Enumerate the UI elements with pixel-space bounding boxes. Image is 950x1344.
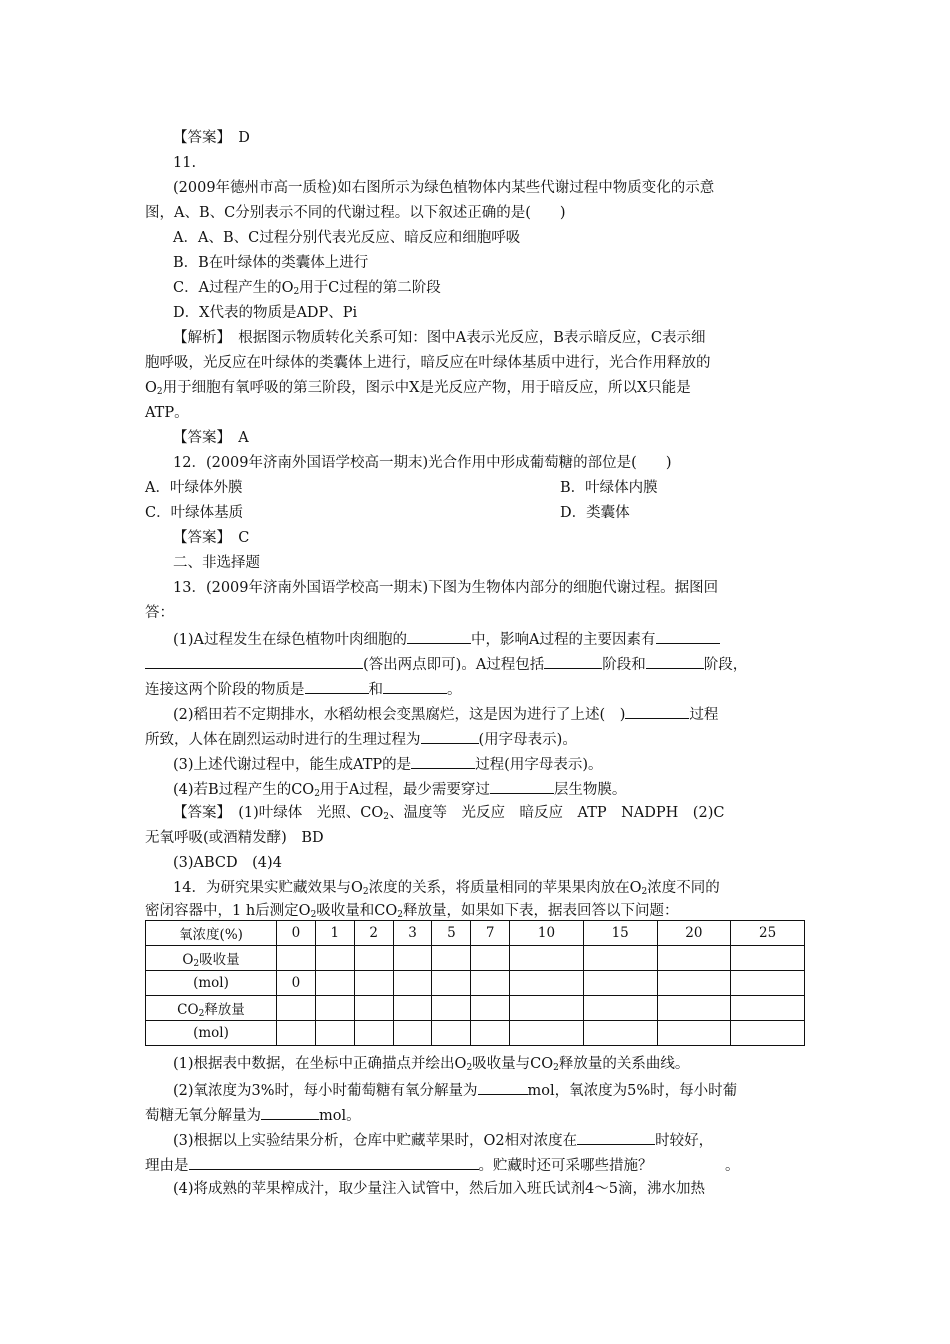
q14-stem-line2: 密闭容器中，1 h后测定$O_2$吸收量和$CO_2$释放量，如果如下表，据表回答以下问题：	[145, 903, 679, 920]
table-cell	[583, 1021, 657, 1046]
q13-part3: (3)上述代谢过程中，能生成ATP的是 过程(用字母表示)。	[173, 753, 602, 773]
table-cell	[393, 1021, 432, 1046]
q11-option-a: A．A、B、C过程分别代表光反应、暗反应和细胞呼吸	[173, 230, 521, 246]
q12-stem: 12．(2009年济南外国语学校高一期末)光合作用中形成葡萄糖的部位是( )	[173, 455, 672, 471]
table-row	[146, 971, 805, 996]
table-cell	[277, 996, 316, 1021]
table-header-label: 氧浓度(%)	[146, 921, 277, 946]
table-cell	[510, 1021, 584, 1046]
q14-part2-line2: 萄糖无氧分解量为 mol。	[145, 1104, 361, 1124]
q14-part3-line1: (3)根据以上实验结果分析，仓库中贮藏苹果时，O2相对浓度在 时较好，	[173, 1129, 713, 1149]
table-cell	[393, 971, 432, 996]
table-row	[146, 946, 805, 971]
table-col-header: 25	[731, 921, 805, 946]
q13-part1-line2: (答出两点即可)。A过程包括 阶段和 阶段，	[145, 653, 747, 673]
q12-option-b: B．叶绿体内膜	[560, 480, 658, 496]
table-cell	[657, 996, 731, 1021]
q12-option-d: D．类囊体	[560, 505, 630, 521]
table-cell	[354, 971, 393, 996]
q13-part2-line2: 所致，人体在剧烈运动时进行的生理过程为 (用字母表示)。	[145, 728, 577, 748]
table-cell	[471, 996, 510, 1021]
table-row	[146, 996, 805, 1021]
table-cell	[471, 1021, 510, 1046]
row-label-o2-absorption: $O_2$吸收量	[146, 946, 277, 971]
row-label-unit: (mol)	[146, 1021, 277, 1046]
table-cell	[583, 996, 657, 1021]
row-label-co2-release: $CO_2$释放量	[146, 996, 277, 1021]
table-cell	[432, 971, 471, 996]
table-cell	[277, 1021, 316, 1046]
table-cell	[657, 1021, 731, 1046]
q14-part4: (4)将成熟的苹果榨成汁，取少量注入试管中，然后加入班氏试剂4～5滴，沸水加热	[173, 1181, 705, 1197]
table-cell	[277, 946, 316, 971]
q13-stem-line2: 答：	[145, 605, 174, 621]
section-heading: 二、非选择题	[173, 555, 260, 571]
q13-part1-line1: (1)A过程发生在绿色植物叶肉细胞的 中，影响A过程的主要因素有	[173, 628, 720, 648]
q11-option-d: D．X代表的物质是ADP、Pi	[173, 305, 358, 321]
q12-option-a: A．叶绿体外膜	[145, 480, 243, 496]
table-cell	[432, 946, 471, 971]
table-cell	[657, 946, 731, 971]
table-col-header: 10	[510, 921, 584, 946]
q11-option-c: C．A过程产生的$O_2$用于C过程的第二阶段	[173, 280, 441, 297]
q14-part3-line2: 理由是 。贮藏时还可采哪些措施？ 。	[145, 1154, 740, 1174]
row-label-unit: (mol)	[146, 971, 277, 996]
q11-number: 11.	[173, 155, 197, 171]
q13-answer-line1: 【答案】 (1)叶绿体 光照、$CO_2$、温度等 光反应 暗反应 ATP NADPH (2)C	[173, 805, 725, 822]
q11-explanation-line3: $O_2$用于细胞有氧呼吸的第三阶段，图示中X是光反应产物，用于暗反应，所以X只能是	[145, 380, 691, 397]
q14-part2-line1: (2)氧浓度为3%时，每小时葡萄糖有氧分解量为 mol，氧浓度为5%时，每小时葡	[173, 1079, 737, 1099]
q11-explanation-line4: ATP。	[145, 405, 189, 421]
table-cell	[731, 971, 805, 996]
table-cell	[510, 971, 584, 996]
table-cell	[731, 1021, 805, 1046]
table-cell	[315, 1021, 354, 1046]
table-cell	[393, 996, 432, 1021]
q11-explanation-line1: 【解析】 根据图示物质转化关系可知：图中A表示光反应，B表示暗反应，C表示细	[173, 330, 706, 346]
table-col-header: 7	[471, 921, 510, 946]
q14-part1: (1)根据表中数据，在坐标中正确描点并绘出$O_2$吸收量与$CO_2$释放量的关系曲线。	[173, 1056, 690, 1073]
table-cell	[583, 946, 657, 971]
table-col-header: 3	[393, 921, 432, 946]
q12-answer: 【答案】 C	[173, 530, 250, 546]
q12-option-c: C．叶绿体基质	[145, 505, 244, 521]
q13-part2-line1: (2)稻田若不定期排水，水稻幼根会变黑腐烂，这是因为进行了上述( ) 过程	[173, 703, 718, 723]
oxygen-data-table	[145, 920, 805, 1046]
table-cell	[510, 996, 584, 1021]
q14-stem-line1: 14．为研究果实贮藏效果与$O_2$浓度的关系，将质量相同的苹果果肉放在$O_2$浓度不同的	[173, 880, 720, 897]
table-cell	[354, 1021, 393, 1046]
table-cell	[583, 971, 657, 996]
table-cell	[393, 946, 432, 971]
table-cell	[315, 971, 354, 996]
q13-answer-line2: 无氧呼吸(或酒精发酵) BD	[145, 830, 324, 846]
table-cell	[471, 971, 510, 996]
table-header-row	[146, 921, 805, 946]
q11-answer: 【答案】 A	[173, 430, 249, 446]
table-cell	[731, 946, 805, 971]
q11-stem-line1: (2009年德州市高一质检)如右图所示为绿色植物体内某些代谢过程中物质变化的示意	[173, 180, 715, 196]
q11-explanation-line2: 胞呼吸，光反应在叶绿体的类囊体上进行，暗反应在叶绿体基质中进行，光合作用释放的	[145, 355, 711, 371]
table-cell	[315, 946, 354, 971]
table-cell	[354, 946, 393, 971]
q11-option-b: B．B在叶绿体的类囊体上进行	[173, 255, 369, 271]
table-cell	[731, 996, 805, 1021]
q11-stem-line2: 图，A、B、C分别表示不同的代谢过程。以下叙述正确的是( )	[145, 205, 566, 221]
table-cell	[510, 946, 584, 971]
table-row	[146, 1021, 805, 1046]
table-col-header: 20	[657, 921, 731, 946]
table-col-header: 1	[315, 921, 354, 946]
table-cell	[315, 996, 354, 1021]
q13-part1-line3: 连接这两个阶段的物质是 和 。	[145, 678, 462, 698]
q10-answer: 【答案】 D	[173, 130, 250, 146]
table-cell	[354, 996, 393, 1021]
table-cell	[432, 996, 471, 1021]
q13-part4: (4)若B过程产生的$CO_2$用于A过程，最少需要穿过 层生物膜。	[173, 778, 626, 798]
table-col-header: 5	[432, 921, 471, 946]
table-cell	[432, 1021, 471, 1046]
table-col-header: 2	[354, 921, 393, 946]
table-cell: 0	[277, 971, 316, 996]
table-col-header: 15	[583, 921, 657, 946]
q13-answer-line3: (3)ABCD (4)4	[173, 855, 282, 871]
q13-stem-line1: 13．(2009年济南外国语学校高一期末)下图为生物体内部分的细胞代谢过程。据图回	[173, 580, 719, 596]
table-col-header: 0	[277, 921, 316, 946]
table-cell	[657, 971, 731, 996]
table-cell	[471, 946, 510, 971]
